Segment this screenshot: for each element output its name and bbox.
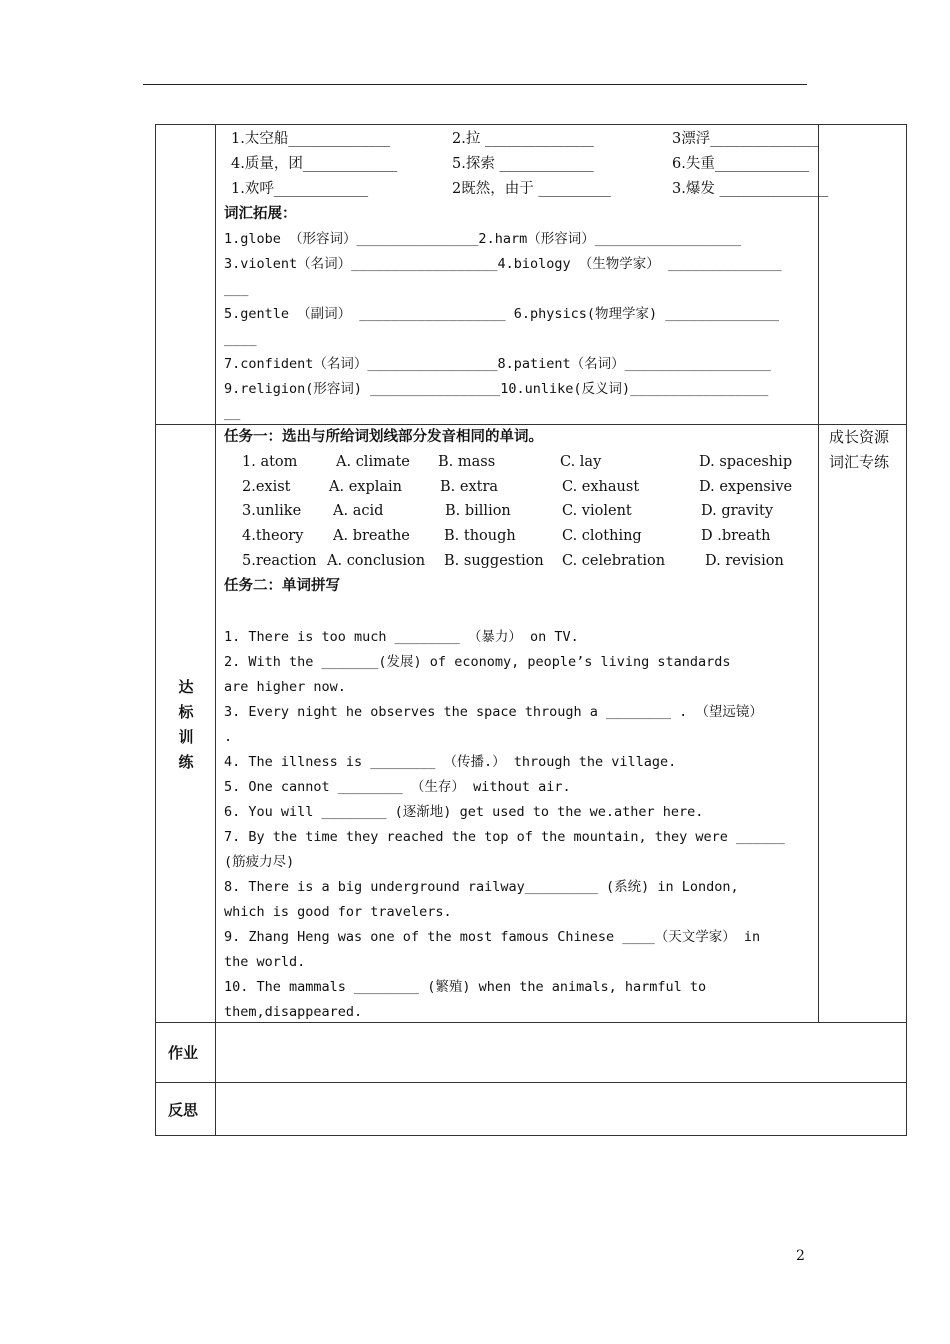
- vocab-item: 1.太空船______________: [231, 131, 390, 147]
- expansion-line: 1.globe （形容词）_______________2.harm（形容词）__________________: [224, 231, 742, 247]
- task1-option: A. conclusion: [327, 553, 426, 569]
- task1-stem: 5.reaction: [242, 553, 317, 569]
- task2-line: 5. One cannot ________ （生存） without air.: [224, 779, 571, 795]
- task1-option: A. acid: [333, 503, 384, 519]
- task2-line: 7. By the time they reached the top of the mountain, they were ______: [224, 829, 785, 845]
- vocab-item: 3漂浮_______________: [672, 131, 819, 147]
- task2-line: 2. With the _______(发展) of economy, people’s living standards: [224, 654, 731, 670]
- vocab-item: 2既然，由于 __________: [452, 181, 611, 197]
- expansion-line: 3.violent（名词）__________________4.biology （生物学家） ______________: [224, 256, 782, 272]
- side-label-char: 标: [178, 703, 194, 721]
- vocab-item: 5.探索 _____________: [452, 156, 594, 172]
- task2-line: 6. You will ________ (逐渐地) get used to the we.ather here.: [224, 804, 704, 820]
- expansion-line: __: [224, 405, 241, 421]
- task2-line: .: [224, 729, 233, 745]
- column-divider: [818, 124, 819, 1023]
- row-divider: [155, 424, 907, 425]
- task1-stem: 4.theory: [242, 528, 304, 544]
- expansion-heading: 词汇拓展：: [224, 206, 297, 222]
- task1-heading: 任务一：选出与所给词划线部分发音相同的单词。: [224, 429, 543, 445]
- task1-option: D .breath: [701, 528, 771, 544]
- vocab-item: 4.质量，团_____________: [231, 156, 398, 172]
- row-divider: [155, 1082, 907, 1083]
- task1-option: C. exhaust: [562, 479, 640, 495]
- task1-option: C. celebration: [562, 553, 666, 569]
- task1-option: B. extra: [440, 479, 499, 495]
- task1-option: D. expensive: [699, 479, 793, 495]
- column-divider: [215, 124, 216, 1136]
- task2-line: the world.: [224, 954, 306, 970]
- vocab-item: 1.欢呼_____________: [231, 181, 369, 197]
- task1-option: C. lay: [560, 454, 602, 470]
- vocab-item: 2.拉 _______________: [452, 131, 594, 147]
- reflection-label: 反思: [168, 1101, 199, 1119]
- task2-line: them,disappeared.: [224, 1004, 363, 1020]
- homework-label: 作业: [168, 1044, 199, 1062]
- expansion-line: 7.confident（名词）________________8.patient（名词）__________________: [224, 356, 771, 372]
- task2-heading: 任务二：单词拼写: [224, 578, 340, 594]
- task1-stem: 1. atom: [242, 454, 298, 470]
- task2-line: are higher now.: [224, 679, 346, 695]
- expansion-line: ___: [224, 281, 249, 297]
- expansion-line: ____: [224, 331, 257, 347]
- task1-option: A. explain: [329, 479, 402, 495]
- task1-option: A. breathe: [333, 528, 410, 544]
- resource-label-line: 成长资源: [829, 428, 890, 446]
- side-label-char: 达: [178, 678, 194, 696]
- task2-line: 8. There is a big underground railway_________ (系统) in London,: [224, 879, 739, 895]
- side-label-char: 训: [178, 728, 194, 746]
- task1-option: B. mass: [438, 454, 496, 470]
- task2-line: which is good for travelers.: [224, 904, 452, 920]
- resource-label-line: 词汇专练: [829, 453, 890, 471]
- task1-stem: 3.unlike: [242, 503, 302, 519]
- task1-option: D. spaceship: [699, 454, 793, 470]
- task1-option: B. though: [444, 528, 516, 544]
- task2-line: (筋疲力尽): [224, 854, 295, 870]
- header-rule: [143, 84, 807, 85]
- task1-stem: 2.exist: [242, 479, 291, 495]
- vocab-item: 6.失重_____________: [672, 156, 810, 172]
- task1-option: D. gravity: [701, 503, 774, 519]
- expansion-line: 5.gentle （副词） __________________ 6.physics(物理学家) ______________: [224, 306, 780, 322]
- task2-line: 4. The illness is ________ （传播.） through the village.: [224, 754, 677, 770]
- page-number: 2: [796, 1248, 805, 1264]
- task1-option: B. billion: [445, 503, 511, 519]
- task1-option: B. suggestion: [444, 553, 544, 569]
- task1-option: D. revision: [705, 553, 784, 569]
- vocab-item: 3.爆发 _______________: [672, 181, 829, 197]
- task1-option: C. clothing: [562, 528, 642, 544]
- row-divider: [155, 1022, 907, 1023]
- side-label-char: 练: [178, 753, 194, 771]
- expansion-line: 9.religion(形容词) ________________10.unlike(反义词)_________________: [224, 381, 769, 397]
- task1-option: A. climate: [336, 454, 410, 470]
- task2-line: 10. The mammals ________ (繁殖) when the animals, harmful to: [224, 979, 707, 995]
- task2-line: 3. Every night he observes the space through a ________ . （望远镜）: [224, 704, 763, 720]
- task2-line: 9. Zhang Heng was one of the most famous Chinese ____（天文学家） in: [224, 929, 761, 945]
- task1-option: C. violent: [562, 503, 632, 519]
- task2-line: 1. There is too much ________ （暴力） on TV.: [224, 629, 579, 645]
